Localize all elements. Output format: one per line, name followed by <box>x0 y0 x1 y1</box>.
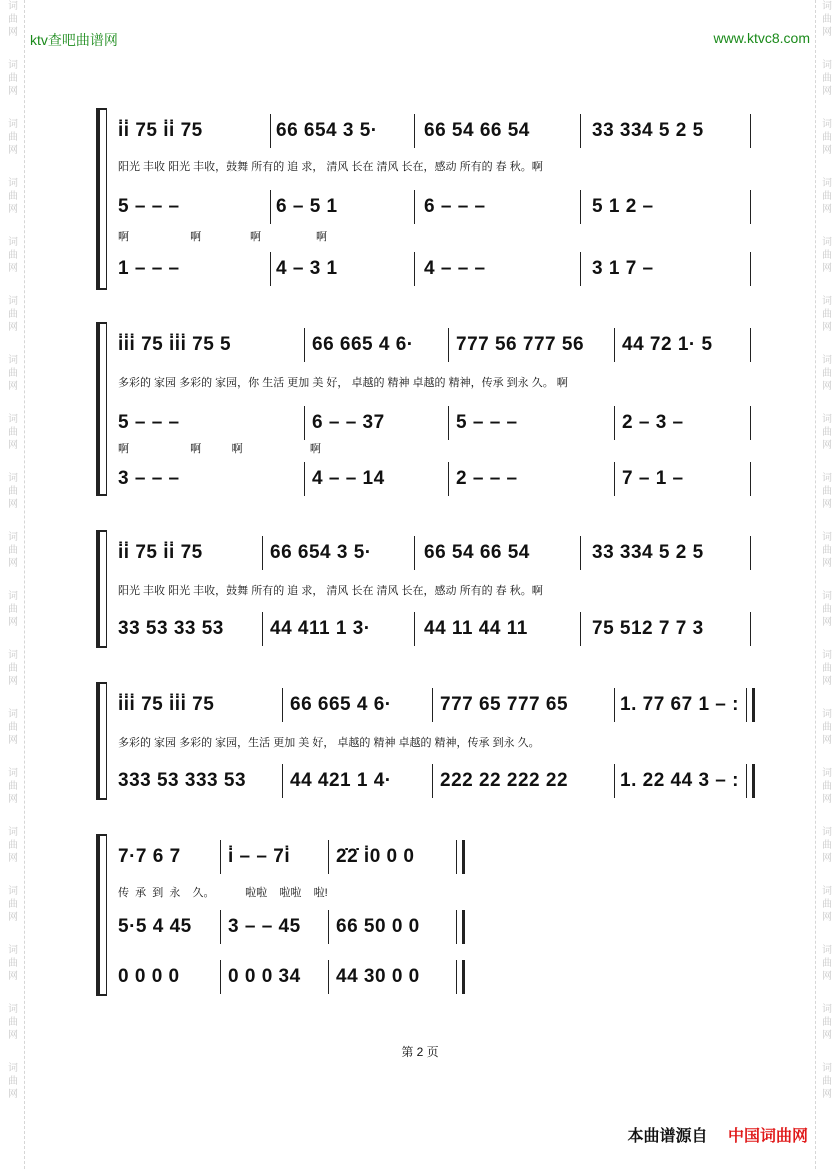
bar-line <box>750 536 751 570</box>
bar-line <box>414 536 415 570</box>
watermark-glyph-group <box>2 118 24 157</box>
watermark-glyph: 词 <box>8 60 18 71</box>
watermark-glyph: 词 <box>8 650 18 661</box>
watermark-glyph-group <box>2 413 24 452</box>
repeat-bar <box>746 764 755 798</box>
watermark-glyph: 词 <box>822 60 832 71</box>
measure: 66 54 66 54 <box>424 542 530 563</box>
measure: i̇i̇ 75 i̇i̇ 75 <box>118 120 203 141</box>
bar-line <box>580 536 581 570</box>
watermark-glyph: 网 <box>8 971 18 982</box>
watermark-glyph: 曲 <box>822 1076 832 1087</box>
bar-line <box>282 688 283 722</box>
watermark-glyph: 词 <box>822 1063 832 1074</box>
watermark-glyph: 词 <box>8 886 18 897</box>
watermark-glyph: 曲 <box>822 840 832 851</box>
measure: 1 – – – <box>118 258 180 279</box>
source-prefix: 本曲谱源自 <box>627 1128 708 1145</box>
lyrics-row: 多彩的 家园 多彩的 家园，生活 更加 美 好， 卓越的 精神 卓越的 精神，传承 到永 久。 <box>118 737 540 749</box>
watermark-glyph: 词 <box>822 473 832 484</box>
watermark-glyph: 网 <box>822 971 832 982</box>
bar-line <box>414 114 415 148</box>
bar-line <box>580 612 581 646</box>
watermark-glyph: 网 <box>8 558 18 569</box>
score-system-2 <box>96 322 756 496</box>
measure: 66 654 3 5· <box>270 542 372 563</box>
measure: 66 54 66 54 <box>424 120 530 141</box>
watermark-glyph-group <box>2 826 24 865</box>
watermark-glyph: 曲 <box>822 250 832 261</box>
watermark-glyph: 曲 <box>8 14 18 25</box>
watermark-glyph: 词 <box>8 237 18 248</box>
measure: 7·7 6 7 <box>118 846 181 867</box>
watermark-glyph: 网 <box>8 263 18 274</box>
watermark-glyph: 曲 <box>822 486 832 497</box>
lyrics-row: 阳光 丰收 阳光 丰收，鼓舞 所有的 追 求， 清风 长在 清风 长在，感动 所有的 春 秋。啊 <box>118 161 543 173</box>
bar-line <box>304 406 305 440</box>
watermark-glyph: 词 <box>8 1 18 12</box>
watermark-glyph-group <box>816 472 838 511</box>
watermark-glyph-group <box>2 177 24 216</box>
watermark-glyph: 词 <box>822 355 832 366</box>
watermark-glyph-group <box>2 767 24 806</box>
source-credit <box>628 1123 808 1146</box>
watermark-glyph-group <box>2 0 24 39</box>
watermark-glyph: 网 <box>822 145 832 156</box>
watermark-glyph: 网 <box>8 676 18 687</box>
watermark-glyph-group <box>2 354 24 393</box>
measure: 5 – – – <box>456 412 518 433</box>
measure: i̇ – – 7i̇ <box>228 846 291 867</box>
watermark-glyph: 曲 <box>8 368 18 379</box>
watermark-glyph-group <box>2 1062 24 1101</box>
bar-line <box>328 840 329 874</box>
watermark-glyph: 网 <box>8 499 18 510</box>
watermark-glyph-group <box>2 708 24 747</box>
measure: 0 0 0 0 <box>118 966 180 987</box>
watermark-glyph: 曲 <box>8 191 18 202</box>
watermark-glyph-group <box>816 177 838 216</box>
watermark-glyph-group <box>2 236 24 275</box>
measure: i̇i̇i̇ 75 i̇i̇i̇ 75 5 <box>118 334 232 355</box>
measure: i̇i̇ 75 i̇i̇ 75 <box>118 542 203 563</box>
measure: 3 – – 45 <box>228 916 301 937</box>
measure: 777 56 777 56 <box>456 334 585 355</box>
measure: 1. 22 44 3 – : <box>620 770 739 791</box>
measure: 222 22 222 22 <box>440 770 569 791</box>
watermark-glyph-group <box>816 1003 838 1042</box>
measure: 1. 77 67 1 – : <box>620 694 739 715</box>
watermark-glyph: 词 <box>822 1004 832 1015</box>
watermark-glyph: 网 <box>822 204 832 215</box>
measure: 4 – – 14 <box>312 468 385 489</box>
bar-line <box>580 252 581 286</box>
watermark-glyph: 曲 <box>822 663 832 674</box>
watermark-glyph: 曲 <box>822 14 832 25</box>
header-right-site[interactable]: www.ktvc8.com <box>713 30 810 46</box>
watermark-glyph: 词 <box>8 296 18 307</box>
final-bar <box>456 960 465 994</box>
left-watermark-strip <box>2 0 25 1169</box>
watermark-glyph: 曲 <box>8 545 18 556</box>
bar-line <box>614 688 615 722</box>
watermark-glyph: 网 <box>8 735 18 746</box>
watermark-glyph-group <box>816 295 838 334</box>
bar-line <box>614 328 615 362</box>
bar-line <box>614 406 615 440</box>
watermark-glyph: 曲 <box>8 781 18 792</box>
watermark-glyph: 网 <box>822 499 832 510</box>
watermark-glyph: 词 <box>822 886 832 897</box>
source-site-link[interactable]: 中国词曲网 <box>727 1128 808 1145</box>
bar-line <box>304 462 305 496</box>
lyrics-row: 啊 啊 啊 啊 <box>118 231 328 243</box>
bar-line <box>328 910 329 944</box>
watermark-glyph: 网 <box>822 794 832 805</box>
watermark-glyph: 词 <box>8 414 18 425</box>
bar-line <box>750 114 751 148</box>
watermark-glyph: 词 <box>822 414 832 425</box>
measure: 3 – – – <box>118 468 180 489</box>
watermark-glyph-group <box>816 590 838 629</box>
right-watermark-strip <box>815 0 838 1169</box>
bar-line <box>448 406 449 440</box>
page-number: 第 2 页 <box>401 1045 439 1059</box>
bar-line <box>750 328 751 362</box>
measure: i̇i̇i̇ 75 i̇i̇i̇ 75 <box>118 694 215 715</box>
watermark-glyph: 词 <box>8 1004 18 1015</box>
lyrics-row: 阳光 丰收 阳光 丰收，鼓舞 所有的 追 求， 清风 长在 清风 长在，感动 所有的 春 秋。啊 <box>118 585 543 597</box>
watermark-glyph: 曲 <box>8 1017 18 1028</box>
watermark-glyph: 网 <box>8 1089 18 1100</box>
watermark-glyph: 曲 <box>8 722 18 733</box>
final-bar <box>456 840 465 874</box>
watermark-glyph: 网 <box>8 27 18 38</box>
watermark-glyph: 曲 <box>8 899 18 910</box>
bar-line <box>414 190 415 224</box>
watermark-glyph: 词 <box>822 650 832 661</box>
bar-line <box>432 764 433 798</box>
watermark-glyph: 网 <box>8 381 18 392</box>
watermark-glyph: 网 <box>8 1030 18 1041</box>
watermark-glyph: 曲 <box>822 191 832 202</box>
watermark-glyph: 曲 <box>822 368 832 379</box>
watermark-glyph: 词 <box>8 119 18 130</box>
bar-line <box>750 252 751 286</box>
final-bar <box>456 910 465 944</box>
bar-line <box>414 252 415 286</box>
watermark-glyph: 词 <box>822 296 832 307</box>
measure: 4 – 3 1 <box>276 258 338 279</box>
watermark-glyph: 词 <box>822 237 832 248</box>
watermark-glyph: 词 <box>8 827 18 838</box>
watermark-glyph: 词 <box>8 768 18 779</box>
bar-line <box>220 910 221 944</box>
watermark-glyph-group <box>2 1003 24 1042</box>
watermark-glyph: 曲 <box>8 958 18 969</box>
watermark-glyph: 曲 <box>822 604 832 615</box>
bar-line <box>580 190 581 224</box>
watermark-glyph: 词 <box>8 591 18 602</box>
measure: 44 72 1· 5 <box>622 334 713 355</box>
bar-line <box>432 688 433 722</box>
bar-line <box>282 764 283 798</box>
measure: 6 – – 37 <box>312 412 385 433</box>
watermark-glyph-group <box>816 0 838 39</box>
measure: 33 53 33 53 <box>118 618 224 639</box>
bar-line <box>220 960 221 994</box>
watermark-glyph-group <box>816 59 838 98</box>
watermark-glyph: 网 <box>822 853 832 864</box>
watermark-glyph: 网 <box>8 204 18 215</box>
bar-line <box>750 190 751 224</box>
watermark-glyph: 曲 <box>822 899 832 910</box>
watermark-glyph: 网 <box>822 86 832 97</box>
bar-line <box>270 114 271 148</box>
bar-line <box>614 764 615 798</box>
watermark-glyph: 曲 <box>822 781 832 792</box>
watermark-glyph: 词 <box>8 178 18 189</box>
watermark-glyph: 网 <box>8 322 18 333</box>
measure: 3 1 7 – <box>592 258 654 279</box>
measure: 333 53 333 53 <box>118 770 247 791</box>
bar-line <box>750 462 751 496</box>
bar-line <box>262 612 263 646</box>
watermark-glyph: 曲 <box>8 309 18 320</box>
watermark-glyph: 网 <box>8 617 18 628</box>
watermark-glyph: 词 <box>822 591 832 602</box>
system-bracket <box>96 682 107 800</box>
bar-line <box>448 328 449 362</box>
measure: 66 50 0 0 <box>336 916 420 937</box>
watermark-glyph: 曲 <box>8 73 18 84</box>
bar-line <box>220 840 221 874</box>
measure: 75 512 7 7 3 <box>592 618 704 639</box>
lyrics-row: 传 承 到 永 久。 啦啦 啦啦 啦! <box>118 887 328 899</box>
watermark-glyph-group <box>816 944 838 983</box>
bar-line <box>448 462 449 496</box>
measure: 0 0 0 34 <box>228 966 301 987</box>
system-bracket <box>96 834 107 996</box>
watermark-glyph-group <box>2 649 24 688</box>
watermark-glyph: 网 <box>8 440 18 451</box>
watermark-glyph: 曲 <box>8 486 18 497</box>
watermark-glyph-group <box>2 472 24 511</box>
measure: 2 – – – <box>456 468 518 489</box>
watermark-glyph: 曲 <box>8 250 18 261</box>
watermark-glyph: 网 <box>822 617 832 628</box>
watermark-glyph-group <box>2 295 24 334</box>
watermark-glyph: 网 <box>822 1089 832 1100</box>
watermark-glyph: 网 <box>822 1030 832 1041</box>
measure: 44 411 1 3· <box>270 618 371 639</box>
measure: 44 11 44 11 <box>424 618 528 639</box>
measure: 4 – – – <box>424 258 486 279</box>
score-system-1 <box>96 108 756 290</box>
measure: 777 65 777 65 <box>440 694 569 715</box>
measure: 6 – 5 1 <box>276 196 338 217</box>
measure: 7 – 1 – <box>622 468 684 489</box>
watermark-glyph-group <box>2 885 24 924</box>
watermark-glyph: 曲 <box>8 1076 18 1087</box>
watermark-glyph-group <box>816 708 838 747</box>
watermark-glyph: 曲 <box>822 427 832 438</box>
bar-line <box>580 114 581 148</box>
watermark-glyph: 网 <box>822 381 832 392</box>
watermark-glyph: 网 <box>8 794 18 805</box>
watermark-glyph: 网 <box>822 263 832 274</box>
watermark-glyph: 词 <box>8 1063 18 1074</box>
watermark-glyph: 曲 <box>822 722 832 733</box>
watermark-glyph-group <box>816 767 838 806</box>
watermark-glyph: 词 <box>8 945 18 956</box>
lyrics-row: 啊 啊 啊 啊 <box>118 443 321 455</box>
watermark-glyph: 曲 <box>822 958 832 969</box>
watermark-glyph: 词 <box>8 355 18 366</box>
watermark-glyph: 词 <box>8 473 18 484</box>
watermark-glyph-group <box>816 826 838 865</box>
watermark-glyph: 网 <box>822 27 832 38</box>
score-system-4 <box>96 682 756 800</box>
measure: 44 30 0 0 <box>336 966 420 987</box>
watermark-glyph: 曲 <box>8 427 18 438</box>
watermark-glyph-group <box>816 236 838 275</box>
watermark-glyph: 网 <box>822 735 832 746</box>
watermark-glyph: 曲 <box>822 1017 832 1028</box>
system-bracket <box>96 108 107 290</box>
measure: 66 665 4 6· <box>290 694 392 715</box>
watermark-glyph: 词 <box>8 709 18 720</box>
watermark-glyph: 曲 <box>8 604 18 615</box>
measure: 66 665 4 6· <box>312 334 414 355</box>
watermark-glyph-group <box>816 354 838 393</box>
watermark-glyph-group <box>2 944 24 983</box>
watermark-glyph-group <box>816 531 838 570</box>
watermark-glyph: 词 <box>822 119 832 130</box>
watermark-glyph: 曲 <box>8 840 18 851</box>
watermark-glyph: 曲 <box>8 132 18 143</box>
bar-line <box>304 328 305 362</box>
watermark-glyph: 词 <box>822 709 832 720</box>
measure: 33 334 5 2 5 <box>592 542 704 563</box>
measure: 6 – – – <box>424 196 486 217</box>
watermark-glyph: 词 <box>822 945 832 956</box>
watermark-glyph: 词 <box>822 1 832 12</box>
watermark-glyph-group <box>816 118 838 157</box>
score-system-5 <box>96 834 468 996</box>
watermark-glyph-group <box>816 649 838 688</box>
measure: 5 – – – <box>118 412 180 433</box>
bar-line <box>270 252 271 286</box>
measure: 5·5 4 45 <box>118 916 192 937</box>
watermark-glyph: 曲 <box>822 545 832 556</box>
system-bracket <box>96 322 107 496</box>
watermark-glyph: 曲 <box>8 663 18 674</box>
watermark-glyph: 曲 <box>822 309 832 320</box>
watermark-glyph-group <box>816 413 838 452</box>
watermark-glyph: 词 <box>8 532 18 543</box>
watermark-glyph: 词 <box>822 768 832 779</box>
watermark-glyph: 网 <box>8 912 18 923</box>
watermark-glyph: 曲 <box>822 132 832 143</box>
bar-line <box>328 960 329 994</box>
bar-line <box>750 406 751 440</box>
watermark-glyph: 网 <box>822 440 832 451</box>
watermark-glyph: 词 <box>822 178 832 189</box>
watermark-glyph: 网 <box>822 322 832 333</box>
bar-line <box>614 462 615 496</box>
watermark-glyph: 曲 <box>822 73 832 84</box>
measure: 5 – – – <box>118 196 180 217</box>
watermark-glyph-group <box>2 590 24 629</box>
watermark-glyph: 网 <box>8 86 18 97</box>
watermark-glyph-group <box>816 885 838 924</box>
measure: 2 – 3 – <box>622 412 684 433</box>
watermark-glyph: 词 <box>822 827 832 838</box>
watermark-glyph-group <box>816 1062 838 1101</box>
watermark-glyph: 网 <box>822 558 832 569</box>
watermark-glyph: 词 <box>822 532 832 543</box>
score-system-3 <box>96 530 756 648</box>
bar-line <box>262 536 263 570</box>
bar-line <box>270 190 271 224</box>
repeat-bar <box>746 688 755 722</box>
header-left-site[interactable]: ktv查吧曲谱网 <box>30 32 118 48</box>
bar-line <box>750 612 751 646</box>
watermark-glyph: 网 <box>822 676 832 687</box>
watermark-glyph-group <box>2 59 24 98</box>
watermark-glyph: 网 <box>8 145 18 156</box>
measure: 2̇2̇ i̇0 0 0 <box>336 846 415 867</box>
measure: 33 334 5 2 5 <box>592 120 704 141</box>
measure: 44 421 1 4· <box>290 770 392 791</box>
watermark-glyph: 网 <box>822 912 832 923</box>
lyrics-row: 多彩的 家园 多彩的 家园，你 生活 更加 美 好， 卓越的 精神 卓越的 精神，传承 到永 久。 啊 <box>118 377 568 389</box>
measure: 66 654 3 5· <box>276 120 378 141</box>
bar-line <box>414 612 415 646</box>
watermark-glyph: 网 <box>8 853 18 864</box>
watermark-glyph-group <box>2 531 24 570</box>
measure: 5 1 2 – <box>592 196 654 217</box>
system-bracket <box>96 530 107 648</box>
